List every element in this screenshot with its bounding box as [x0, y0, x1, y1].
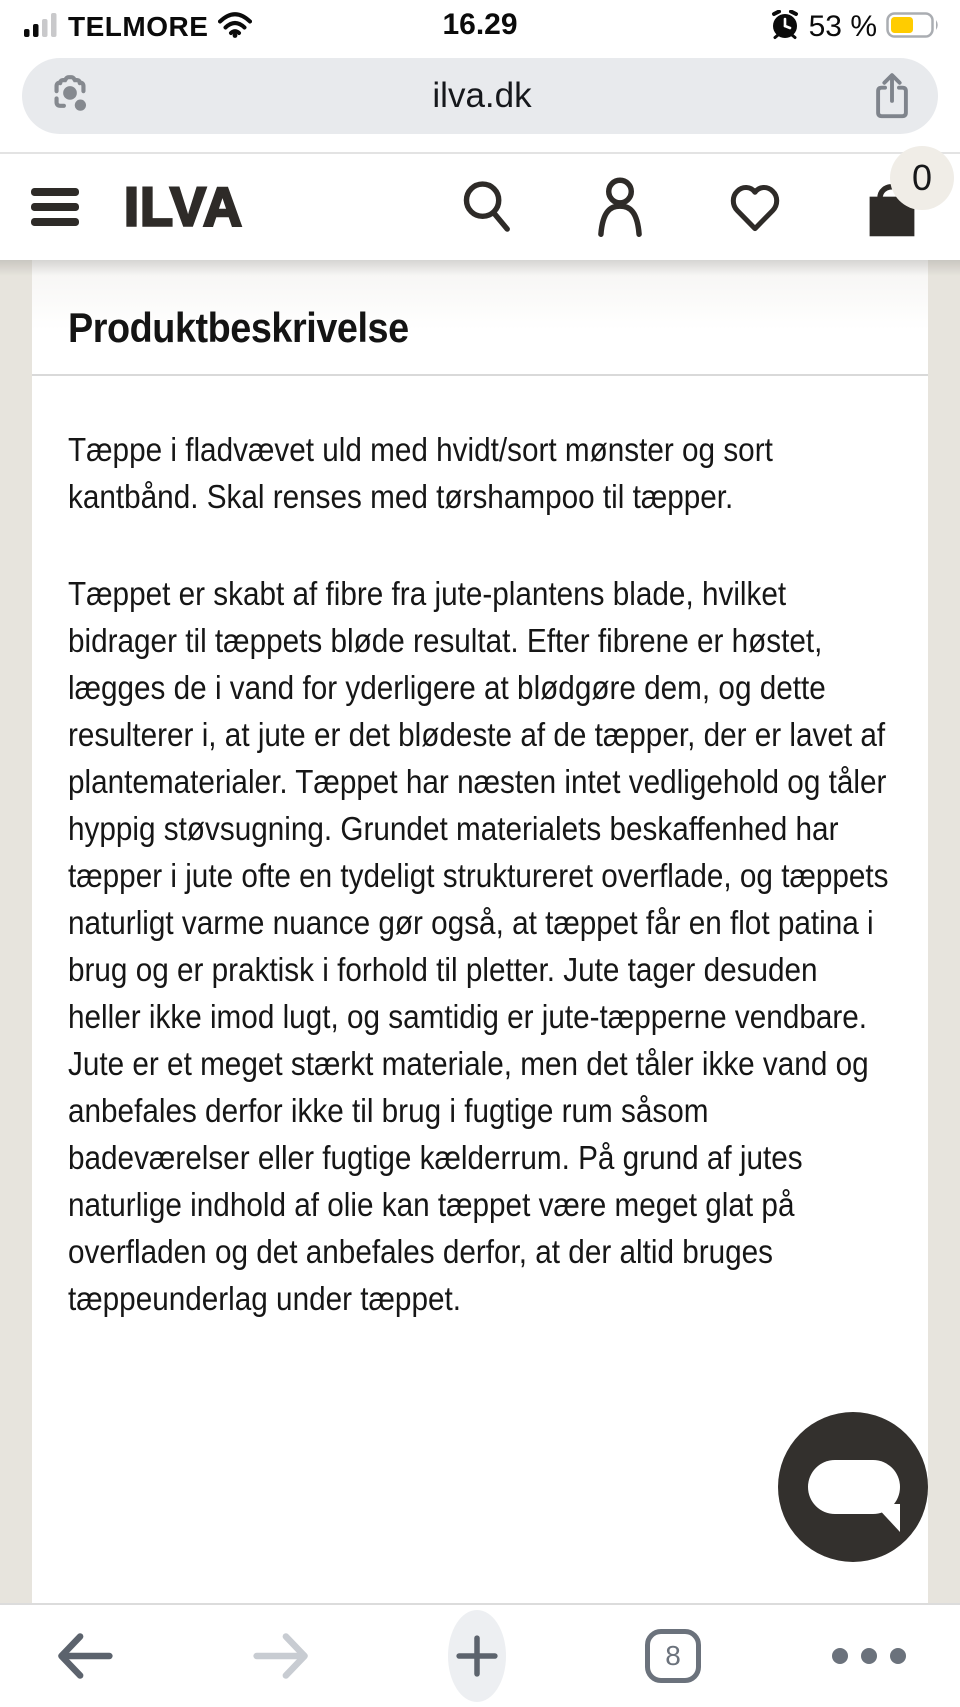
carrier-label: TELMORE [68, 11, 209, 42]
lens-camera-button[interactable] [48, 74, 92, 118]
cart-count-badge: 0 [890, 146, 954, 210]
status-right [770, 10, 940, 45]
plus-icon [455, 1634, 499, 1678]
header-icon-group [460, 157, 933, 238]
product-description-card [32, 260, 928, 1603]
forward-button[interactable] [236, 1630, 326, 1682]
page-content [0, 260, 960, 1603]
chat-button[interactable] [778, 1412, 928, 1562]
account-button[interactable] [594, 177, 646, 237]
wifi-icon [218, 12, 252, 43]
menu-button[interactable] [30, 186, 80, 228]
search-icon [460, 179, 512, 235]
share-button[interactable] [872, 71, 912, 121]
forward-arrow-icon [250, 1630, 312, 1682]
share-icon [872, 71, 912, 121]
cellular-signal-icon [24, 13, 58, 42]
alarm-icon [770, 10, 800, 45]
chat-bubble-icon [778, 1412, 928, 1562]
search-button[interactable] [460, 179, 512, 235]
address-bar[interactable] [22, 58, 938, 134]
url-text: ilva.dk [432, 76, 532, 115]
lens-camera-icon [48, 74, 92, 118]
ilva-logo[interactable]: ILVA [124, 176, 243, 238]
omnibox-section [0, 48, 960, 152]
wishlist-button[interactable] [728, 181, 782, 233]
back-button[interactable] [40, 1630, 130, 1682]
status-bar [0, 0, 960, 48]
battery-icon [886, 12, 940, 43]
new-tab-button-background [448, 1610, 506, 1702]
tab-count-badge: 8 [645, 1629, 701, 1683]
heart-icon [728, 181, 782, 233]
description-paragraph: Tæppe i fladvævet uld med hvidt/sort mønster og sort kantbånd. Skal renses med tørshampoo til tæpper. [68, 431, 773, 515]
description-paragraph: Tæppet er skabt af fibre fra jute-plantens blade, hvilket bidrager til tæppets bløde resultat. Efter fibrene er høstet, lægges de i vand for yderligere at blødgøre dem, og dette resulterer i, at jute er det blødeste af de tæpper, der er lavet af plantematerialer. Tæppet har næsten intet vedligehold og tåler hyppig støvsugning. Grundet materialets beskaffenhed har tæpper i jute ofte en tydeligt struktureret overflade, og tæppets naturligt varme nuance gør også, at tæppet får en flot patina i brug og er praktisk i forhold til pletter. Jute tager desuden heller ikke imod lugt, og samtidig er jute-tæpperne vendbare. Jute er et meget stærkt materiale, men det tåler ikke vand og anbefales derfor ikke til brug i fugtige rum såsom badeværelser eller fugtige kælderrum. På grund af jutes naturlige indhold af olie kan tæppet være meget glat på overfladen og det anbefales derfor, at der altid bruges tæppeunderlag under tæppet. [68, 575, 889, 1317]
page-title: Produktbeskrivelse [68, 304, 409, 351]
more-options-button[interactable] [824, 1648, 914, 1664]
status-left [24, 11, 252, 43]
divider [32, 374, 928, 376]
new-tab-button[interactable] [432, 1610, 522, 1702]
person-icon [594, 177, 646, 237]
browser-toolbar [0, 1603, 960, 1707]
ellipsis-icon [832, 1648, 906, 1664]
site-header [0, 152, 960, 260]
hamburger-icon [30, 186, 80, 228]
battery-percent-label: 53 % [808, 10, 877, 43]
cart-button[interactable] [864, 157, 933, 238]
back-arrow-icon [54, 1630, 116, 1682]
clock-time: 16.29 [442, 8, 518, 41]
tab-switcher-button[interactable] [628, 1629, 718, 1683]
